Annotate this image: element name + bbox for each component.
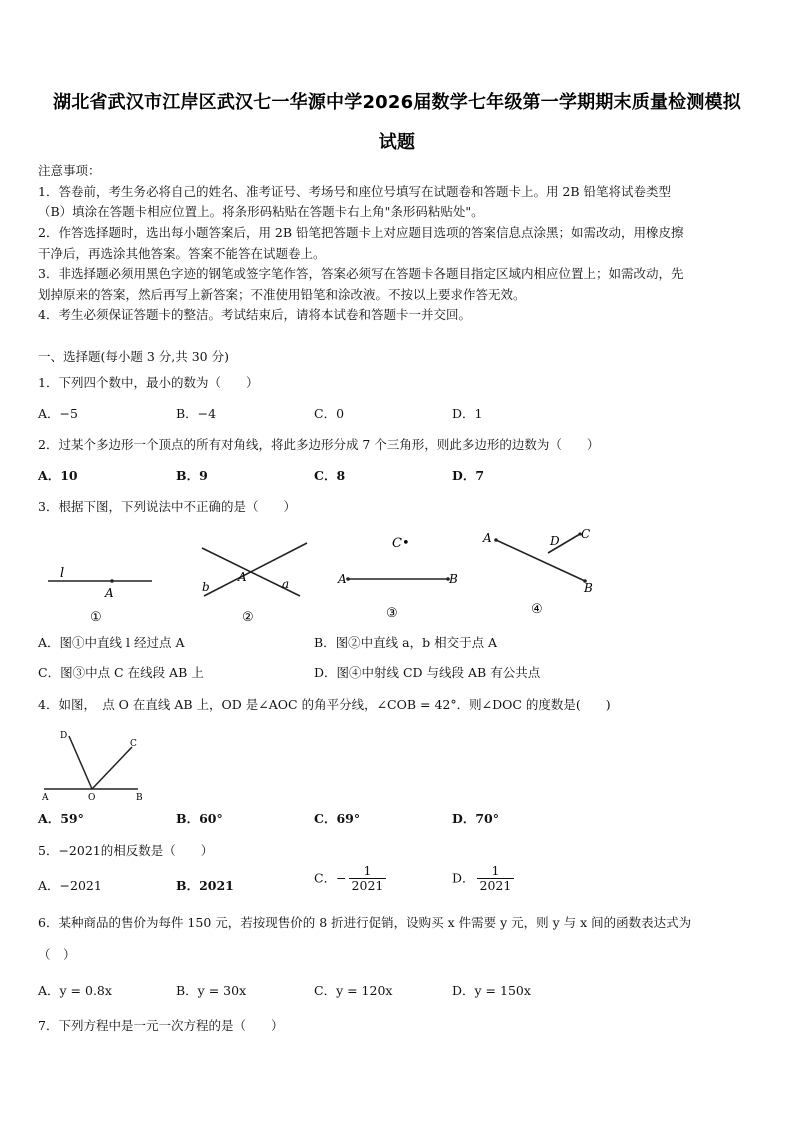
question-4-option-b: B．60°: [176, 811, 223, 826]
fraction-denominator: 2021: [351, 878, 384, 893]
figure-1-caption: ①: [90, 610, 102, 625]
question-3-option-c: C．图③中点 C 在线段 AB 上: [38, 665, 204, 680]
question-5-option-b: B．2021: [176, 878, 234, 893]
question-1-option-d: D．1: [452, 406, 483, 421]
figure-q4-label-d: D: [60, 731, 68, 741]
figure-4-label-b: B: [584, 581, 593, 595]
figure-2-label-a-line: a: [282, 577, 290, 591]
question-4-stem: 4．如图， 点 O 在直线 AB 上，OD 是∠AOC 的角平分线，∠COB = 42°．则∠DOC 的度数是( ): [38, 697, 611, 712]
question-6-stem-continued: （ ）: [38, 947, 76, 962]
question-3-option-b: B．图②中直线 a，b 相交于点 A: [314, 635, 498, 650]
question-4-option-a: A．59°: [38, 811, 84, 826]
exam-title-line2: 试题: [378, 132, 416, 153]
question-3-figures: [30, 520, 770, 630]
question-5-option-d-fraction: [477, 864, 515, 893]
question-4-figure: [36, 722, 156, 802]
figure-4-label-a: A: [483, 531, 492, 545]
figure-3-caption: ③: [386, 606, 398, 621]
figure-q4-label-c: C: [130, 739, 137, 749]
figure-4-label-d: D: [550, 534, 560, 548]
question-6-option-a: A．y = 0.8x: [38, 983, 112, 998]
figure-q4-label-b: B: [136, 793, 143, 802]
question-1-option-c: C．0: [314, 406, 345, 421]
exam-title-line1: 湖北省武汉市江岸区武汉七一华源中学2026届数学七年级第一学期期末质量检测模拟: [53, 92, 741, 113]
question-5-option-c: [314, 864, 388, 893]
figure-2-intersecting-lines: [202, 543, 307, 625]
question-2-option-a: A．10: [38, 468, 78, 483]
fraction-denominator: 2021: [479, 878, 512, 893]
question-3-stem: 3．根据下图，下列说法中不正确的是（ ）: [38, 499, 296, 514]
question-5-option-d: [452, 864, 516, 893]
question-1-option-a: A．−5: [38, 406, 78, 421]
figure-3-label-c: C•: [392, 536, 410, 551]
figure-2-label-b: b: [202, 580, 210, 594]
figure-1-line-l: [48, 566, 152, 625]
question-5-option-d-prefix: D．: [452, 870, 475, 886]
figure-3-segment: [337, 536, 458, 621]
figure-4-label-c: C: [581, 527, 591, 541]
figure-3-label-a: A: [338, 572, 347, 586]
notice-line-6: 划掉原来的答案，然后再写上新答案；不准使用铅笔和涂改液。不按以上要求作答无效。: [38, 287, 526, 302]
question-2-option-c: C．8: [314, 468, 346, 483]
question-2-stem: 2．过某个多边形一个顶点的所有对角线，将此多边形分成 7 个三角形，则此多边形的边数为（ ）: [38, 437, 600, 452]
question-6-option-c: C．y = 120x: [314, 983, 393, 998]
section-heading: 一、选择题(每小题 3 分,共 30 分): [38, 349, 229, 364]
notice-line-7: 4．考生必须保证答题卡的整洁。考试结束后，请将本试卷和答题卡一并交回。: [38, 307, 471, 322]
figure-1-label-a: A: [105, 586, 114, 600]
figure-q4-label-o: O: [88, 793, 96, 802]
question-3-option-a: A．图①中直线 l 经过点 A: [38, 635, 185, 650]
question-4-option-d: D．70°: [452, 811, 499, 826]
figure-q4-label-a: A: [42, 793, 49, 802]
question-6-option-b: B．y = 30x: [176, 983, 247, 998]
question-7-stem: 7．下列方程中是一元一次方程的是（ ）: [38, 1018, 284, 1033]
question-1-option-b: B．−4: [176, 406, 217, 421]
question-5-option-c-fraction: [349, 864, 387, 893]
fraction-numerator: 1: [349, 864, 387, 879]
question-1-stem: 1．下列四个数中，最小的数为（ ）: [38, 375, 259, 390]
notice-heading: 注意事项：: [38, 163, 101, 178]
notice-line-4: 干净后，再选涂其他答案。答案不能答在试题卷上。: [38, 246, 326, 261]
figure-1-label-l: l: [60, 566, 65, 581]
notice-line-1: 1．答卷前，考生务必将自己的姓名、准考证号、考场号和座位号填写在试题卷和答题卡上。用 2B 铅笔将试卷类型: [38, 184, 672, 199]
question-3-option-d: D．图④中射线 CD 与线段 AB 有公共点: [314, 665, 541, 680]
notice-line-2: （B）填涂在答题卡相应位置上。将条形码粘贴在答题卡右上角"条形码粘贴处"。: [38, 204, 484, 219]
question-6-stem: 6．某种商品的售价为每件 150 元，若按现售价的 8 折进行促销，设购买 x 件需要 y 元，则 y 与 x 间的函数表达式为: [38, 915, 692, 930]
notice-line-3: 2．作答选择题时，选出每小题答案后，用 2B 铅笔把答题卡上对应题目选项的答案信息点涂黑；如需改动，用橡皮擦: [38, 225, 684, 240]
question-2-option-d: D．7: [452, 468, 485, 483]
question-6-option-d: D．y = 150x: [452, 983, 531, 998]
fraction-numerator: 1: [477, 864, 515, 879]
figure-2-caption: ②: [242, 610, 254, 625]
figure-2-label-a-point: A: [238, 570, 247, 584]
figure-3-label-b: B: [449, 572, 458, 586]
question-4-option-c: C．69°: [314, 811, 361, 826]
figure-4-caption: ④: [531, 602, 543, 617]
question-5-stem: 5．−2021的相反数是（ ）: [38, 843, 214, 858]
question-5-option-a: A．−2021: [38, 878, 102, 893]
notice-line-5: 3．非选择题必须用黑色字迹的钢笔或签字笔作答，答案必须写在答题卡各题目指定区域内相应位置上；如需改动，先: [38, 266, 684, 281]
question-5-option-c-prefix: C．−: [314, 870, 347, 886]
question-2-option-b: B．9: [176, 468, 208, 483]
figure-4-ray-and-segment: [482, 527, 593, 617]
